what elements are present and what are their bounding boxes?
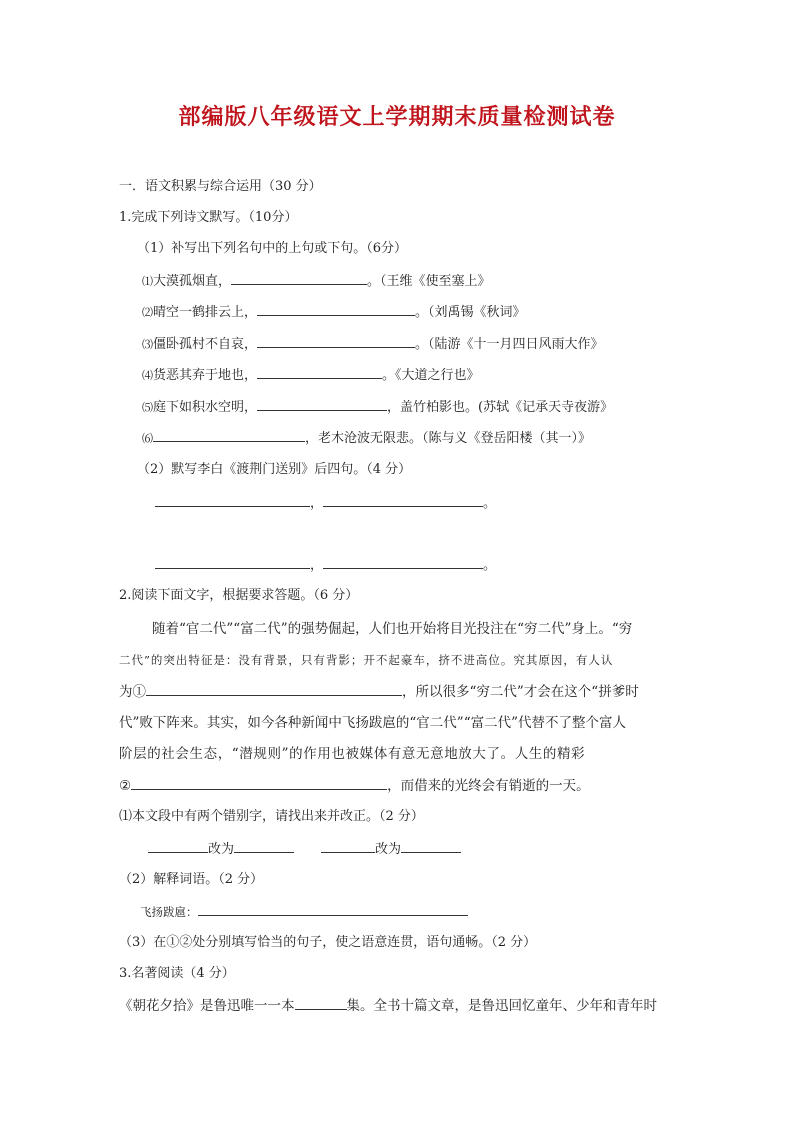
item-number: ⑴ [142, 275, 153, 288]
item-number: ⑶ [142, 338, 153, 351]
item-number: ⑹ [142, 432, 153, 445]
answer-blank[interactable] [198, 902, 468, 916]
passage-line: 代”败下阵来。其实，如今各种新闻中飞扬跋扈的“官二代”“富二代”代替不了整个富人 [119, 715, 627, 731]
question-1-sub-1: （1）补写出下列名句中的上句或下句。（6分） [137, 241, 408, 256]
item-number: ⑵ [142, 306, 153, 319]
passage-line: 随着“官二代”“富二代”的强势倔起，人们也开始将目光投注在“穷二代”身上。“穷 [152, 621, 633, 637]
item-after: 。（陆游《十一月四日风雨大作》 [415, 337, 604, 352]
period: 。 [483, 558, 497, 573]
answer-blank[interactable] [295, 996, 347, 1010]
answer-blank[interactable] [323, 493, 483, 507]
passage-text: 《朝花夕拾》是鲁迅唯一一本 [119, 998, 295, 1014]
answer-blank[interactable] [401, 839, 461, 853]
passage-line [119, 996, 679, 1016]
passage-line: 二代”的突出特征是：没有背景，只有背影；开不起豪车，挤不进高位。究其原因，有人认 [119, 653, 614, 667]
item-number: ⑸ [142, 401, 153, 414]
correction-line [148, 839, 461, 860]
change-label: 改为 [208, 842, 235, 857]
passage-line [119, 682, 679, 702]
term-label: 飞扬跋扈： [140, 905, 198, 919]
recite-item [142, 302, 526, 323]
period: 。 [483, 496, 497, 511]
item-before: 僵卧孤村不自哀， [153, 337, 258, 352]
answer-blank[interactable] [155, 493, 310, 507]
answer-blank[interactable] [146, 682, 402, 696]
item-after: ，老木沧波无限悲。（陈与义《登岳阳楼（其一）》 [305, 431, 592, 446]
answer-blank[interactable] [148, 839, 208, 853]
passage-line [119, 776, 679, 796]
passage-line: 阶层的社会生态，“潜规则”的作用也被媒体有意无意地放大了。人生的精彩 [119, 746, 586, 762]
passage-text: ，而借来的光终会有销逝的一天。 [387, 778, 590, 794]
item-before: 货恶其弃于地也， [153, 368, 258, 383]
answer-blank[interactable] [257, 365, 382, 379]
recite-item [142, 334, 604, 355]
item-before: 大漠孤烟直， [153, 274, 232, 289]
page-title: 部编版八年级语文上学期期末质量检测试卷 [178, 105, 616, 130]
answer-blank[interactable] [231, 271, 367, 285]
answer-blank[interactable] [131, 776, 387, 790]
item-after: 。《大道之行也》 [382, 368, 480, 383]
recite-item [142, 271, 491, 292]
recite-item [142, 397, 613, 418]
answer-blank[interactable] [153, 428, 305, 442]
item-before: 晴空一鹤排云上， [153, 305, 258, 320]
answer-blank[interactable] [257, 334, 415, 348]
marker-2: ② [119, 778, 132, 794]
answer-blank[interactable] [257, 302, 415, 316]
marker-1: 为① [119, 684, 146, 700]
term-line [140, 902, 468, 922]
answer-blank[interactable] [155, 555, 310, 569]
answer-blank[interactable] [257, 397, 387, 411]
poem-answer-line [155, 555, 496, 576]
answer-blank[interactable] [323, 555, 483, 569]
item-after: 。（刘禹锡《秋词》 [415, 305, 526, 320]
item-before: 庭下如积水空明， [153, 400, 258, 415]
question-2-sub-1: ⑴本文段中有两个错别字，请找出来并改正。（2 分） [119, 809, 424, 824]
passage-text: ，所以很多“穷二代”才会在这个“拼爹时 [402, 684, 639, 700]
recite-item [142, 365, 480, 386]
comma: ， [310, 496, 324, 511]
answer-blank[interactable] [234, 839, 294, 853]
question-2-heading: 2.阅读下面文字，根据要求答题。（6 分） [119, 588, 359, 603]
question-2-sub-3: （3）在①②处分别填写恰当的句子，使之语意连贯，语句通畅。（2 分） [119, 935, 537, 950]
question-3-heading: 3.名著阅读（4 分） [119, 966, 235, 981]
item-number: ⑷ [142, 369, 153, 382]
question-1-sub-2: （2）默写李白《渡荆门送别》后四句。（4 分） [137, 462, 412, 477]
section-heading: 一．语文积累与综合运用（30 分） [119, 179, 322, 194]
question-1-heading: 1.完成下列诗文默写。（10分） [119, 210, 298, 225]
poem-answer-line [155, 493, 496, 514]
recite-item [142, 428, 591, 449]
answer-blank[interactable] [321, 839, 375, 853]
item-after: 。（王维《使至塞上》 [367, 274, 491, 289]
comma: ， [310, 558, 324, 573]
passage-text: 集。全书十篇文章，是鲁迅回忆童年、少年和青年时 [346, 998, 657, 1014]
change-label: 改为 [375, 842, 402, 857]
question-2-sub-2: （2）解释词语。（2 分） [119, 872, 264, 887]
item-after: ，盖竹柏影也。(苏轼《记承天寺夜游》 [387, 400, 614, 415]
